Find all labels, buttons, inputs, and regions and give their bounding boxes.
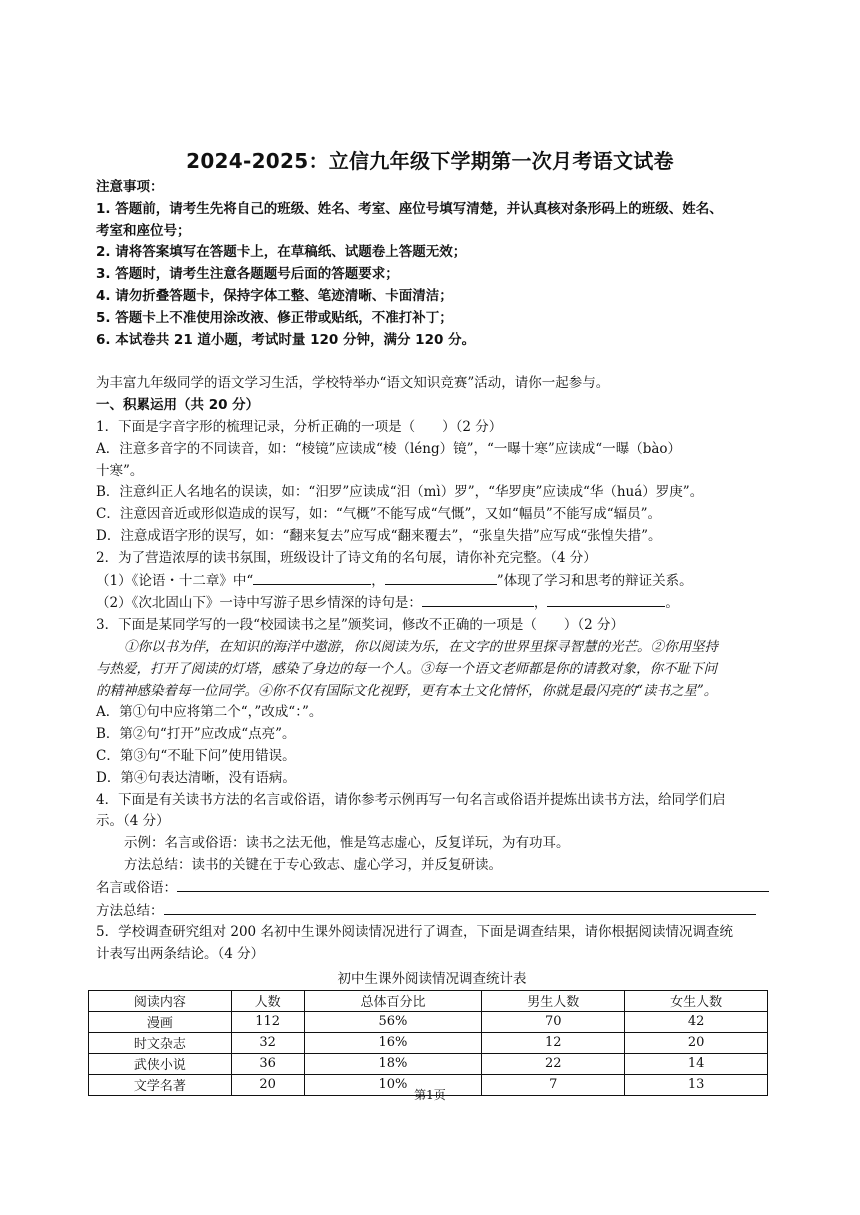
- table-row: [89, 1032, 768, 1053]
- exam-title: 2024-2025：立信九年级下学期第一次月考语文试卷: [186, 149, 674, 173]
- notice-item: 1. 答题前，请考生先将自己的班级、姓名、考室、座位号填写清楚，并认真核对条形码上的班级、姓名、: [96, 200, 723, 217]
- q4-stem-cont: 示。（4 分）: [96, 813, 170, 830]
- table-cell: 22: [482, 1053, 625, 1074]
- q3-stem: 3．下面是某同学写的一段“校园读书之星”颁奖词，修改不正确的一项是（ ）（2 分）: [96, 617, 625, 634]
- q4-answer-quote: [96, 877, 768, 900]
- q1-option-a-cont: 十寒”。: [96, 462, 144, 479]
- table-cell: 36: [231, 1053, 304, 1074]
- table-cell: 32: [231, 1032, 304, 1053]
- q2-part2: [96, 592, 768, 615]
- table-cell: 14: [625, 1053, 768, 1074]
- q3-option-b: B．第②句“打开”应改成“点亮”。: [96, 726, 296, 743]
- notice-item: 4. 请勿折叠答题卡，保持字体工整、笔迹清晰、卡面清洁；: [96, 287, 453, 304]
- q5-stem: 5．学校调查研究组对 200 名初中生课外阅读情况进行了调查，下面是调查结果，请你根据阅读情况调查统: [96, 924, 733, 941]
- notice-item: 考室和座位号；: [96, 222, 191, 239]
- table-cell: 时文杂志: [89, 1032, 232, 1053]
- q4-quote-label: 名言或俗语：: [96, 879, 177, 896]
- table-cell: 12: [482, 1032, 625, 1053]
- q1-option-d: D．注意成语字形的误写，如：“翻来复去”应写成“翻来覆去”，“张皇失措”应写成“张惶失措”。: [96, 527, 662, 544]
- q1-option-a: A．注意多音字的不同读音，如：“棱镜”应读成“棱（léng）镜”，“一曝十寒”应读成“一曝（bào）: [96, 440, 682, 457]
- answer-blank[interactable]: [385, 570, 497, 585]
- q1-stem: 1．下面是字音字形的梳理记录，分析正确的一项是（ ）（2 分）: [96, 418, 503, 435]
- q4-example: 示例：名言或俗语：读书之法无他，惟是笃志虚心，反复详玩，为有功耳。: [124, 835, 570, 852]
- table-row: [89, 1011, 768, 1032]
- answer-blank[interactable]: [547, 592, 665, 607]
- q3-option-a: A．第①句中应将第二个“，”改成“：”。: [96, 704, 323, 721]
- q2-part2-post: 。: [665, 595, 679, 612]
- table-header-cell: 女生人数: [625, 990, 768, 1011]
- table-header-cell: 阅读内容: [89, 990, 232, 1011]
- q3-passage-line: ①你以书为伴，在知识的海洋中遨游，你以阅读为乐，在文字的世界里探寻智慧的光芒。②你用坚持: [124, 638, 718, 655]
- table-cell: 112: [231, 1011, 304, 1032]
- table-cell: 42: [625, 1011, 768, 1032]
- table-header-cell: 总体百分比: [304, 990, 482, 1011]
- q2-part1-post: ”体现了学习和思考的辩证关系。: [496, 572, 693, 589]
- q2-part1: [96, 570, 768, 593]
- table-header-cell: 男生人数: [482, 990, 625, 1011]
- q2-part1-mid: ，: [371, 572, 385, 589]
- notice-item: 6. 本试卷共 21 道小题，考试时量 120 分钟，满分 120 分。: [96, 331, 476, 348]
- q4-answer-method: [96, 900, 768, 923]
- survey-table: [88, 990, 768, 1096]
- table-cell: 7: [482, 1074, 625, 1095]
- page-number: 第1页: [414, 1088, 446, 1102]
- q1-option-b: B．注意纠正人名地名的误读，如：“汨罗”应读成“汨（mì）罗”，“华罗庚”应读成“华（huá）罗庚”。: [96, 484, 704, 501]
- q3-option-d: D．第④句表达清晰，没有语病。: [96, 769, 296, 786]
- table-cell: 70: [482, 1011, 625, 1032]
- answer-blank[interactable]: [164, 900, 756, 915]
- q3-passage-line: 与热爱，打开了阅读的灯塔，感染了身边的每一个人。③每一个语文老师都是你的请教对象，你不耻下问: [96, 660, 717, 677]
- notice-heading: 注意事项：: [96, 179, 164, 195]
- table-header-row: [89, 990, 768, 1011]
- q2-part2-pre: （2）《次北固山下》一诗中写游子思乡情深的诗句是：: [96, 595, 422, 612]
- q4-summary: 方法总结：读书的关键在于专心致志、虚心学习，并反复研读。: [124, 856, 502, 873]
- answer-blank[interactable]: [177, 877, 769, 892]
- table-header-cell: 人数: [231, 990, 304, 1011]
- table-cell: 10%: [304, 1074, 482, 1095]
- table-row: [89, 1053, 768, 1074]
- q2-part1-pre: （1）《论语・十二章》中“: [96, 572, 254, 589]
- table-cell: 16%: [304, 1032, 482, 1053]
- q2-stem: 2．为了营造浓厚的读书氛围，班级设计了诗文角的名句展，请你补充完整。（4 分）: [96, 549, 597, 566]
- table-cell: 18%: [304, 1053, 482, 1074]
- table-cell: 20: [625, 1032, 768, 1053]
- q5-stem-cont: 计表写出两条结论。（4 分）: [96, 946, 265, 963]
- q3-option-c: C．第③句“不耻下问”使用错误。: [96, 747, 296, 764]
- table-cell: 56%: [304, 1011, 482, 1032]
- intro-text: 为丰富九年级同学的语文学习生活，学校特举办“语文知识竞赛”活动，请你一起参与。: [96, 375, 610, 392]
- q4-stem: 4．下面是有关读书方法的名言或俗语，请你参考示例再写一句名言或俗语并提炼出读书方法，给同学们启: [96, 791, 726, 808]
- notice-item: 5. 答题卡上不准使用涂改液、修正带或贴纸，不准打补丁；: [96, 309, 453, 326]
- table-caption: 初中生课外阅读情况调查统计表: [337, 970, 527, 987]
- exam-content: [96, 177, 768, 1096]
- notice-item: 2. 请将答案填写在答题卡上，在草稿纸、试题卷上答题无效；: [96, 244, 467, 261]
- table-cell: 13: [625, 1074, 768, 1095]
- table-cell: 20: [231, 1074, 304, 1095]
- table-cell: 文学名著: [89, 1074, 232, 1095]
- q4-method-label: 方法总结：: [96, 902, 164, 919]
- answer-blank[interactable]: [253, 570, 371, 585]
- q2-part2-mid: ，: [533, 595, 548, 612]
- q3-passage-line: 的精神感染着每一位同学。④你不仅有国际文化视野，更有本土文化情怀，你就是最闪亮的“读书之星”。: [96, 682, 718, 699]
- notice-item: 3. 答题时，请考生注意各题题号后面的答题要求；: [96, 266, 399, 283]
- table-cell: 漫画: [89, 1011, 232, 1032]
- table-cell: 武侠小说: [89, 1053, 232, 1074]
- answer-blank[interactable]: [422, 592, 534, 607]
- section-heading: 一、积累运用（共 20 分）: [96, 397, 260, 414]
- q1-option-c: C．注意因音近或形似造成的误写，如：“气概”不能写成“气慨”，又如“幅员”不能写成“辐员”。: [96, 506, 662, 523]
